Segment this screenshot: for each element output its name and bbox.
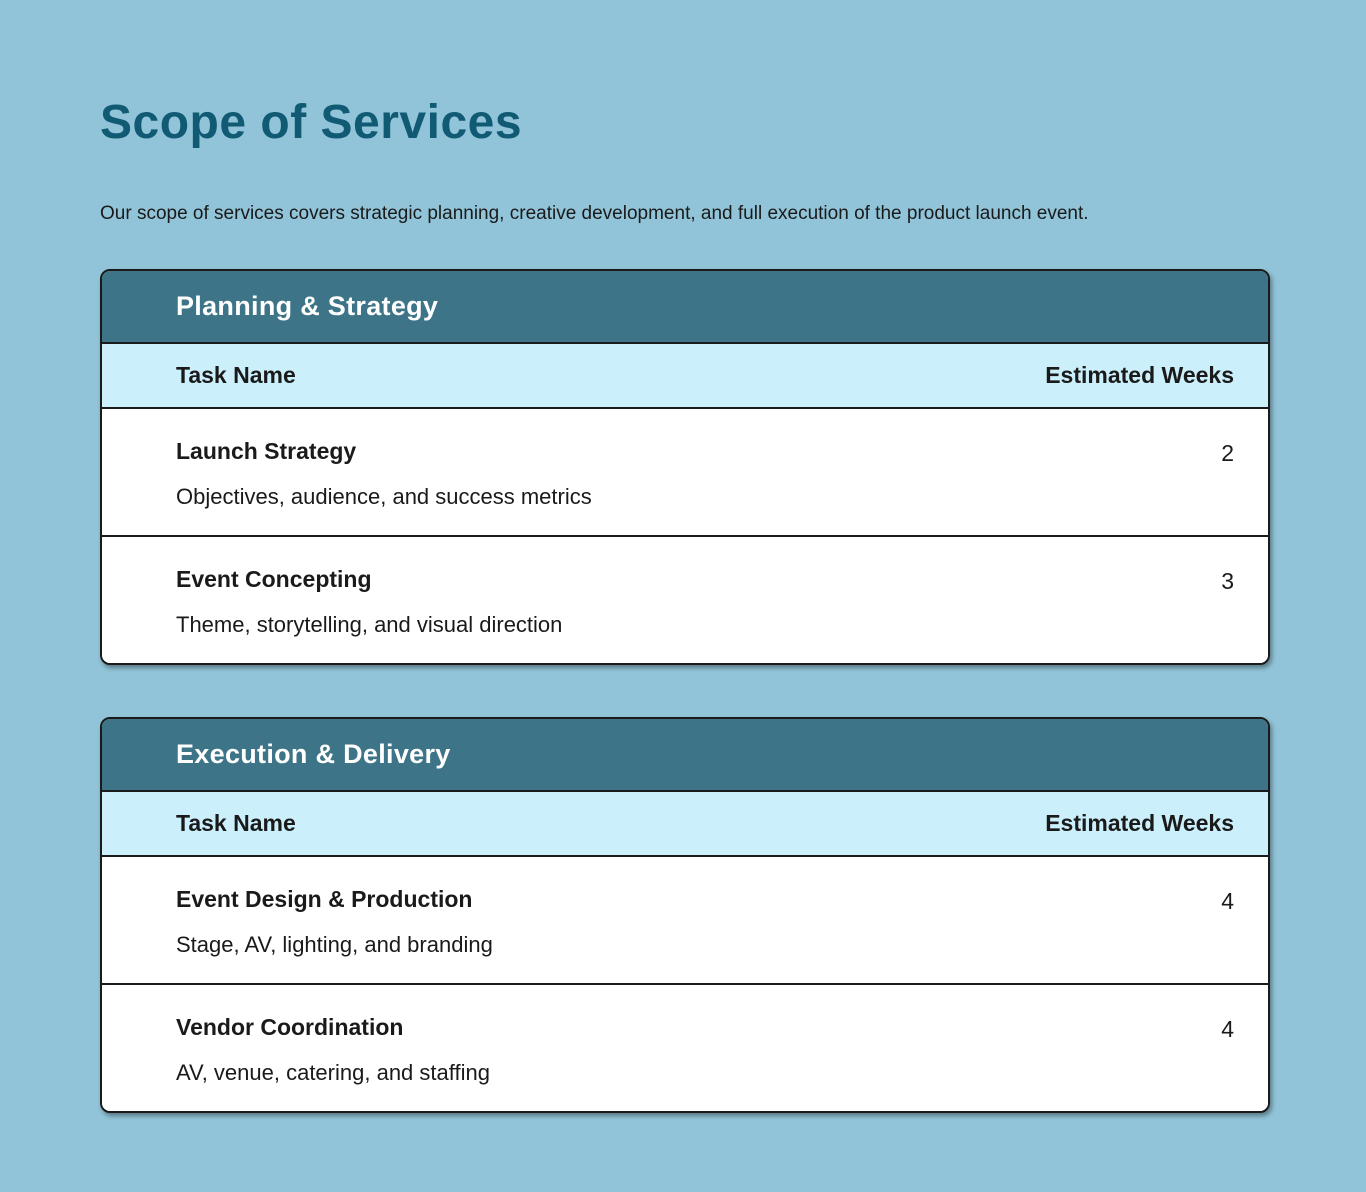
task-description: AV, venue, catering, and staffing [176, 1060, 490, 1085]
task-cell [176, 886, 493, 958]
column-header-row [102, 790, 1268, 857]
task-cell [176, 566, 562, 638]
table-row [102, 857, 1268, 983]
task-cell [176, 1014, 490, 1086]
task-weeks-value: 2 [1221, 440, 1234, 466]
task-name: Event Design & Production [176, 886, 473, 912]
section-card-execution-delivery [100, 717, 1270, 1113]
intro-paragraph: Our scope of services covers strategic planning, creative development, and full execution of the product launch event. [100, 203, 1089, 224]
task-description: Objectives, audience, and success metrics [176, 484, 592, 509]
column-header-weeks: Estimated Weeks [1045, 810, 1234, 836]
column-header-row [102, 342, 1268, 409]
task-cell [176, 438, 592, 510]
table-row [102, 409, 1268, 535]
task-weeks-value: 3 [1221, 568, 1234, 594]
task-name: Vendor Coordination [176, 1014, 404, 1040]
page-title: Scope of Services [100, 96, 523, 149]
section-header: Execution & Delivery [102, 719, 1268, 790]
column-header-task: Task Name [176, 362, 296, 388]
section-header: Planning & Strategy [102, 271, 1268, 342]
column-header-weeks: Estimated Weeks [1045, 362, 1234, 388]
task-description: Theme, storytelling, and visual direction [176, 612, 563, 637]
task-weeks-value: 4 [1221, 1016, 1234, 1042]
task-name: Event Concepting [176, 566, 372, 592]
table-row [102, 535, 1268, 663]
task-description: Stage, AV, lighting, and branding [176, 932, 493, 957]
table-row [102, 983, 1268, 1111]
section-card-planning-strategy [100, 269, 1270, 665]
column-header-task: Task Name [176, 810, 296, 836]
task-name: Launch Strategy [176, 438, 357, 464]
task-weeks-value: 4 [1221, 888, 1234, 914]
